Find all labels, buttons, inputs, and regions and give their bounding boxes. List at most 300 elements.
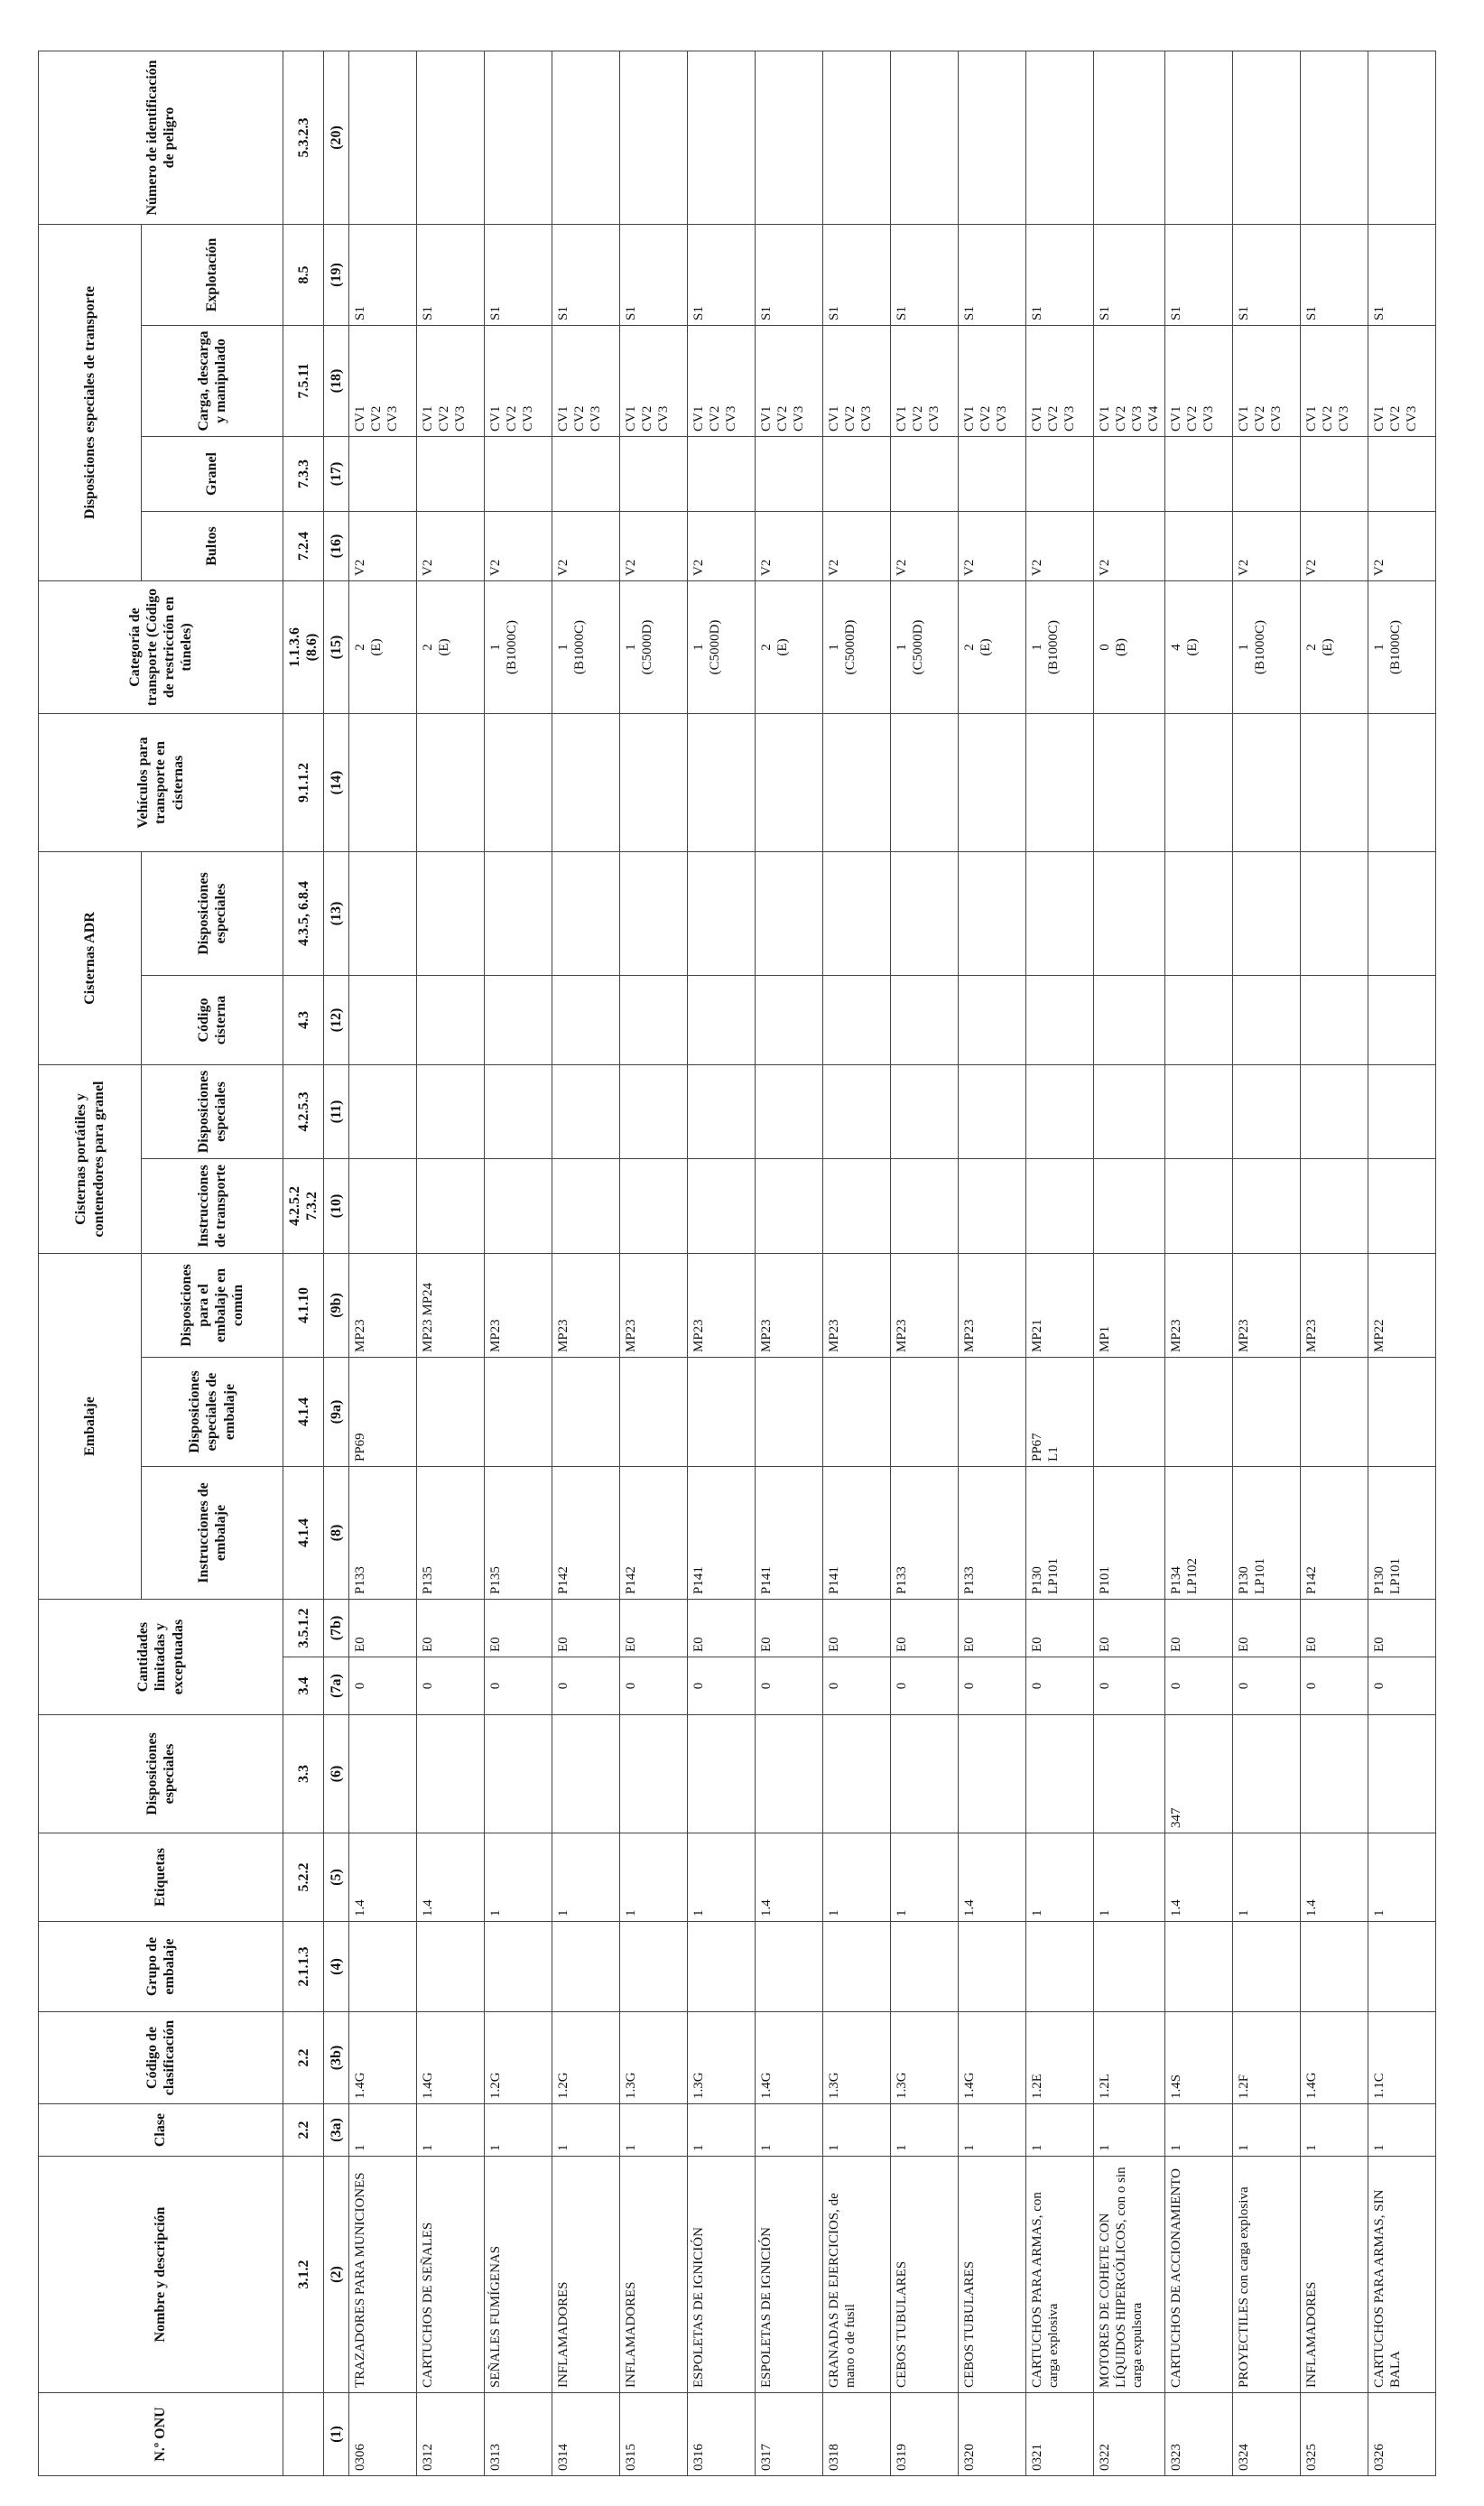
column-number-cell: (7b) xyxy=(324,1600,349,1657)
cell-grupo xyxy=(756,1922,823,2012)
table-row xyxy=(959,51,1026,2475)
cell-granel xyxy=(688,436,756,511)
cell-c7a: 0 xyxy=(1165,1657,1233,1715)
header-codigo-clasificacion: Código de clasificación xyxy=(39,2012,283,2104)
cell-etiq: 1.4 xyxy=(1301,1833,1368,1922)
header-instrucciones-embalaje: Instrucciones de embalaje xyxy=(142,1467,283,1600)
section-ref-cell: 4.2.5.2 7.3.2 xyxy=(283,1159,324,1254)
header-carga: Carga, descarga y manipulado xyxy=(142,325,283,436)
cell-c7b: E0 xyxy=(756,1600,823,1657)
column-number-cell: (11) xyxy=(324,1065,349,1159)
cell-cod: 1.2E xyxy=(1026,2012,1094,2104)
cell-granel xyxy=(959,436,1026,511)
cell-c13 xyxy=(688,851,756,975)
cell-clase: 1 xyxy=(756,2104,823,2157)
cell-name: TRAZADORES PARA MUNICIONES xyxy=(349,2157,417,2393)
cell-c12 xyxy=(620,976,688,1065)
cell-name: CARTUCHOS DE SEÑALES xyxy=(417,2157,485,2393)
cell-c14 xyxy=(959,713,1026,851)
cell-etiq: 1.4 xyxy=(417,1833,485,1922)
cell-c10 xyxy=(959,1159,1026,1254)
cell-np xyxy=(823,51,891,224)
column-number-cell: (4) xyxy=(324,1922,349,2012)
section-ref-cell: 8.5 xyxy=(283,224,324,325)
cell-np xyxy=(1301,51,1368,224)
cell-name: CARTUCHOS PARA ARMAS, con carga explosiva xyxy=(1026,2157,1094,2393)
cell-cat: 1 (C5000D) xyxy=(823,580,891,713)
cell-disp xyxy=(620,1715,688,1833)
cell-c11 xyxy=(1368,1065,1436,1159)
cell-comun: MP23 xyxy=(823,1254,891,1358)
cell-c7a: 0 xyxy=(349,1657,417,1715)
cell-c12 xyxy=(349,976,417,1065)
cell-c14 xyxy=(1368,713,1436,851)
cell-carga: CV1 CV2 CV3 xyxy=(620,325,688,436)
cell-instr: P141 xyxy=(688,1467,756,1600)
cell-un: 0326 xyxy=(1368,2393,1436,2476)
cell-np xyxy=(620,51,688,224)
section-ref-cell: 7.3.3 xyxy=(283,436,324,511)
cell-c14 xyxy=(688,713,756,851)
cell-cod: 1.4G xyxy=(1301,2012,1368,2104)
cell-c11 xyxy=(485,1065,552,1159)
cell-name: CEBOS TUBULARES xyxy=(959,2157,1026,2393)
cell-c11 xyxy=(1233,1065,1301,1159)
cell-c10 xyxy=(756,1159,823,1254)
dangerous-goods-table xyxy=(38,51,1436,2476)
section-ref-cell: 4.2.5.3 xyxy=(283,1065,324,1159)
cell-clase: 1 xyxy=(823,2104,891,2157)
cell-c13 xyxy=(959,851,1026,975)
cell-comun: MP23 xyxy=(688,1254,756,1358)
cell-un: 0321 xyxy=(1026,2393,1094,2476)
cell-disp xyxy=(1026,1715,1094,1833)
cell-dem: PP67 L1 xyxy=(1026,1358,1094,1467)
table-row xyxy=(1301,51,1368,2475)
cell-comun: MP22 xyxy=(1368,1254,1436,1358)
cell-comun: MP23 xyxy=(891,1254,959,1358)
cell-c12 xyxy=(1301,976,1368,1065)
cell-grupo xyxy=(1233,1922,1301,2012)
column-number-cell: (3b) xyxy=(324,2012,349,2104)
section-ref-cell: 9.1.1.2 xyxy=(283,713,324,851)
cell-expl: S1 xyxy=(1094,224,1165,325)
section-ref-cell: 2.2 xyxy=(283,2012,324,2104)
cell-c7b: E0 xyxy=(1368,1600,1436,1657)
cell-bultos: V2 xyxy=(349,511,417,580)
section-ref-cell: 3.5.1.2 xyxy=(283,1600,324,1657)
cell-c14 xyxy=(485,713,552,851)
cell-c11 xyxy=(823,1065,891,1159)
cell-un: 0318 xyxy=(823,2393,891,2476)
cell-c10 xyxy=(620,1159,688,1254)
cell-c14 xyxy=(756,713,823,851)
cell-carga: CV1 CV2 CV3 xyxy=(1165,325,1233,436)
cell-c13 xyxy=(1094,851,1165,975)
cell-c11 xyxy=(1165,1065,1233,1159)
cell-bultos: V2 xyxy=(485,511,552,580)
cell-bultos: V2 xyxy=(1094,511,1165,580)
cell-etiq: 1.4 xyxy=(756,1833,823,1922)
cell-cat: 0 (B) xyxy=(1094,580,1165,713)
cell-cat: 1 (C5000D) xyxy=(891,580,959,713)
section-ref-cell: 4.3.5, 6.8.4 xyxy=(283,851,324,975)
cell-np xyxy=(1233,51,1301,224)
cell-c13 xyxy=(756,851,823,975)
section-ref-cell: 4.1.10 xyxy=(283,1254,324,1358)
cell-bultos: V2 xyxy=(1233,511,1301,580)
cell-c13 xyxy=(823,851,891,975)
cell-cat: 1 (B1000C) xyxy=(485,580,552,713)
header-cisternas-portatiles: Cisternas portátiles y contenedores para granel xyxy=(39,1065,142,1254)
cell-c11 xyxy=(1026,1065,1094,1159)
cell-dem xyxy=(823,1358,891,1467)
cell-granel xyxy=(1301,436,1368,511)
cell-expl: S1 xyxy=(552,224,620,325)
cell-disp xyxy=(823,1715,891,1833)
cell-bultos: V2 xyxy=(620,511,688,580)
cell-grupo xyxy=(1165,1922,1233,2012)
cell-name: CEBOS TUBULARES xyxy=(891,2157,959,2393)
cell-c13 xyxy=(485,851,552,975)
section-ref-cell: 5.3.2.3 xyxy=(283,51,324,224)
cell-un: 0322 xyxy=(1094,2393,1165,2476)
cell-comun: MP23 xyxy=(756,1254,823,1358)
cell-name: CARTUCHOS PARA ARMAS, SIN BALA xyxy=(1368,2157,1436,2393)
cell-clase: 1 xyxy=(1026,2104,1094,2157)
cell-expl: S1 xyxy=(959,224,1026,325)
cell-c12 xyxy=(891,976,959,1065)
cell-cod: 1.4G xyxy=(959,2012,1026,2104)
cell-carga: CV1 CV2 CV3 xyxy=(349,325,417,436)
cell-name: INFLAMADORES xyxy=(552,2157,620,2393)
cell-clase: 1 xyxy=(1301,2104,1368,2157)
cell-bultos: V2 xyxy=(756,511,823,580)
cell-c10 xyxy=(485,1159,552,1254)
cell-carga: CV1 CV2 CV3 CV4 xyxy=(1094,325,1165,436)
cell-cod: 1.2G xyxy=(552,2012,620,2104)
cell-c12 xyxy=(823,976,891,1065)
cell-c12 xyxy=(552,976,620,1065)
cell-bultos: V2 xyxy=(1368,511,1436,580)
cell-clase: 1 xyxy=(1165,2104,1233,2157)
cell-expl: S1 xyxy=(1233,224,1301,325)
cell-comun: MP23 xyxy=(349,1254,417,1358)
cell-cat: 1 (C5000D) xyxy=(620,580,688,713)
cell-expl: S1 xyxy=(485,224,552,325)
cell-c7b: E0 xyxy=(552,1600,620,1657)
cell-instr: P141 xyxy=(823,1467,891,1600)
cell-instr: P134 LP102 xyxy=(1165,1467,1233,1600)
cell-c7b: E0 xyxy=(1165,1600,1233,1657)
cell-un: 0306 xyxy=(349,2393,417,2476)
cell-etiq: 1.4 xyxy=(349,1833,417,1922)
cell-clase: 1 xyxy=(349,2104,417,2157)
cell-clase: 1 xyxy=(959,2104,1026,2157)
cell-disp xyxy=(349,1715,417,1833)
cell-granel xyxy=(1368,436,1436,511)
column-number-cell: (20) xyxy=(324,51,349,224)
cell-granel xyxy=(1165,436,1233,511)
section-ref-cell: 4.3 xyxy=(283,976,324,1065)
cell-comun: MP23 xyxy=(959,1254,1026,1358)
cell-granel xyxy=(620,436,688,511)
cell-np xyxy=(1165,51,1233,224)
cell-etiq: 1 xyxy=(485,1833,552,1922)
cell-c12 xyxy=(1233,976,1301,1065)
cell-carga: CV1 CV2 CV3 xyxy=(1301,325,1368,436)
cell-np xyxy=(1368,51,1436,224)
cell-c14 xyxy=(1026,713,1094,851)
section-ref-cell: 3.4 xyxy=(283,1657,324,1715)
cell-np xyxy=(756,51,823,224)
cell-grupo xyxy=(349,1922,417,2012)
cell-bultos: V2 xyxy=(823,511,891,580)
cell-name: INFLAMADORES xyxy=(1301,2157,1368,2393)
cell-dem xyxy=(1233,1358,1301,1467)
cell-clase: 1 xyxy=(891,2104,959,2157)
cell-cod: 1.4S xyxy=(1165,2012,1233,2104)
cell-c11 xyxy=(688,1065,756,1159)
column-number-cell: (10) xyxy=(324,1159,349,1254)
header-un: N.º ONU xyxy=(39,2393,283,2476)
cell-c13 xyxy=(349,851,417,975)
cell-c14 xyxy=(1165,713,1233,851)
header-codigo-cisterna: Código cisterna xyxy=(142,976,283,1065)
cell-cat: 1 (B1000C) xyxy=(1026,580,1094,713)
cell-dem xyxy=(688,1358,756,1467)
cell-np xyxy=(1094,51,1165,224)
section-reference-row xyxy=(283,51,324,2475)
cell-clase: 1 xyxy=(1233,2104,1301,2157)
column-number-cell: (1) xyxy=(324,2393,349,2476)
cell-cat: 2 (E) xyxy=(349,580,417,713)
cell-cod: 1.4G xyxy=(756,2012,823,2104)
header-embalaje: Embalaje xyxy=(39,1254,142,1600)
cell-dem xyxy=(756,1358,823,1467)
cell-granel xyxy=(1094,436,1165,511)
header-etiquetas: Etiquetas xyxy=(39,1833,283,1922)
table-row xyxy=(620,51,688,2475)
cell-name: MOTORES DE COHETE CON LÍQUIDOS HIPERGÓLICOS, con o sin carga expulsora xyxy=(1094,2157,1165,2393)
cell-c11 xyxy=(1301,1065,1368,1159)
cell-comun: MP23 xyxy=(620,1254,688,1358)
cell-c7b: E0 xyxy=(891,1600,959,1657)
cell-c10 xyxy=(823,1159,891,1254)
cell-instr: P133 xyxy=(891,1467,959,1600)
cell-bultos: V2 xyxy=(891,511,959,580)
cell-disp: 347 xyxy=(1165,1715,1233,1833)
cell-c11 xyxy=(620,1065,688,1159)
header-categoria: Categoría de transporte (Código de restricción en túneles) xyxy=(39,580,283,713)
cell-c7a: 0 xyxy=(417,1657,485,1715)
table-row xyxy=(485,51,552,2475)
cell-c13 xyxy=(1368,851,1436,975)
section-ref-cell: 4.1.4 xyxy=(283,1467,324,1600)
cell-c14 xyxy=(620,713,688,851)
header-clase: Clase xyxy=(39,2104,283,2157)
cell-dem xyxy=(1368,1358,1436,1467)
cell-c14 xyxy=(417,713,485,851)
cell-c10 xyxy=(1233,1159,1301,1254)
cell-expl: S1 xyxy=(620,224,688,325)
cell-np xyxy=(688,51,756,224)
cell-c7b: E0 xyxy=(1094,1600,1165,1657)
cell-instr: P130 LP101 xyxy=(1368,1467,1436,1600)
cell-np xyxy=(552,51,620,224)
cell-c14 xyxy=(552,713,620,851)
cell-granel xyxy=(349,436,417,511)
cell-c7a: 0 xyxy=(1233,1657,1301,1715)
section-ref-cell: 3.1.2 xyxy=(283,2157,324,2393)
cell-c10 xyxy=(1165,1159,1233,1254)
cell-instr: P141 xyxy=(756,1467,823,1600)
cell-grupo xyxy=(1026,1922,1094,2012)
cell-instr: P133 xyxy=(959,1467,1026,1600)
column-number-cell: (9a) xyxy=(324,1358,349,1467)
cell-expl: S1 xyxy=(1165,224,1233,325)
table-row xyxy=(552,51,620,2475)
cell-disp xyxy=(1368,1715,1436,1833)
column-number-cell: (5) xyxy=(324,1833,349,1922)
cell-granel xyxy=(417,436,485,511)
column-number-cell: (9b) xyxy=(324,1254,349,1358)
cell-cod: 1.4G xyxy=(417,2012,485,2104)
cell-name: GRANADAS DE EJERCICIOS, de mano o de fusil xyxy=(823,2157,891,2393)
cell-carga: CV1 CV2 CV3 xyxy=(417,325,485,436)
cell-dem xyxy=(1165,1358,1233,1467)
cell-cod: 1.2G xyxy=(485,2012,552,2104)
cell-comun: MP1 xyxy=(1094,1254,1165,1358)
cell-c7a: 0 xyxy=(823,1657,891,1715)
cell-c10 xyxy=(688,1159,756,1254)
cell-c14 xyxy=(349,713,417,851)
cell-disp xyxy=(485,1715,552,1833)
cell-carga: CV1 CV2 CV3 xyxy=(485,325,552,436)
column-number-row xyxy=(324,51,349,2475)
column-number-cell: (17) xyxy=(324,436,349,511)
cell-un: 0313 xyxy=(485,2393,552,2476)
cell-disp xyxy=(688,1715,756,1833)
cell-c10 xyxy=(891,1159,959,1254)
cell-c7a: 0 xyxy=(891,1657,959,1715)
table-row xyxy=(823,51,891,2475)
cell-disp xyxy=(959,1715,1026,1833)
cell-cat: 2 (E) xyxy=(756,580,823,713)
cell-etiq: 1.4 xyxy=(959,1833,1026,1922)
cell-instr: P130 LP101 xyxy=(1026,1467,1094,1600)
cell-granel xyxy=(1026,436,1094,511)
cell-instr: P101 xyxy=(1094,1467,1165,1600)
cell-np xyxy=(959,51,1026,224)
cell-name: ESPOLETAS DE IGNICIÓN xyxy=(688,2157,756,2393)
cell-expl: S1 xyxy=(756,224,823,325)
cell-etiq: 1 xyxy=(891,1833,959,1922)
cell-c7a: 0 xyxy=(756,1657,823,1715)
header-explotacion: Explotación xyxy=(142,224,283,325)
cell-np xyxy=(485,51,552,224)
cell-c11 xyxy=(959,1065,1026,1159)
header-cisternas-adr: Cisternas ADR xyxy=(39,851,142,1064)
cell-c10 xyxy=(1026,1159,1094,1254)
cell-c13 xyxy=(1165,851,1233,975)
cell-bultos: V2 xyxy=(688,511,756,580)
section-ref-cell: 7.2.4 xyxy=(283,511,324,580)
cell-c7b: E0 xyxy=(1233,1600,1301,1657)
cell-dem xyxy=(552,1358,620,1467)
column-number-cell: (6) xyxy=(324,1715,349,1833)
cell-carga: CV1 CV2 CV3 xyxy=(1368,325,1436,436)
cell-cat: 2 (E) xyxy=(959,580,1026,713)
cell-c7a: 0 xyxy=(1301,1657,1368,1715)
cell-expl: S1 xyxy=(417,224,485,325)
cell-c7a: 0 xyxy=(959,1657,1026,1715)
cell-grupo xyxy=(688,1922,756,2012)
cell-c10 xyxy=(1368,1159,1436,1254)
cell-clase: 1 xyxy=(1094,2104,1165,2157)
column-number-cell: (2) xyxy=(324,2157,349,2393)
cell-carga: CV1 CV2 CV3 xyxy=(891,325,959,436)
cell-un: 0325 xyxy=(1301,2393,1368,2476)
cell-c7a: 0 xyxy=(1094,1657,1165,1715)
column-number-cell: (15) xyxy=(324,580,349,713)
header-disposiciones-especiales: Disposiciones especiales xyxy=(39,1715,283,1833)
cell-grupo xyxy=(620,1922,688,2012)
cell-disp xyxy=(891,1715,959,1833)
cell-un: 0314 xyxy=(552,2393,620,2476)
cell-etiq: 1 xyxy=(552,1833,620,1922)
cell-c11 xyxy=(756,1065,823,1159)
cell-instr: P135 xyxy=(485,1467,552,1600)
header-embalaje-comun: Disposiciones para el embalaje en común xyxy=(142,1254,283,1358)
cell-name: ESPOLETAS DE IGNICIÓN xyxy=(756,2157,823,2393)
cell-grupo xyxy=(1094,1922,1165,2012)
cell-c10 xyxy=(417,1159,485,1254)
cell-instr: P142 xyxy=(620,1467,688,1600)
cell-disp xyxy=(417,1715,485,1833)
cell-expl: S1 xyxy=(1026,224,1094,325)
cell-disp xyxy=(1301,1715,1368,1833)
cell-grupo xyxy=(891,1922,959,2012)
cell-granel xyxy=(756,436,823,511)
table-row xyxy=(349,51,417,2475)
table-row xyxy=(417,51,485,2475)
cell-c11 xyxy=(552,1065,620,1159)
cell-carga: CV1 CV2 CV3 xyxy=(959,325,1026,436)
cell-cod: 1.1C xyxy=(1368,2012,1436,2104)
cell-c12 xyxy=(959,976,1026,1065)
cell-bultos: V2 xyxy=(417,511,485,580)
cell-cod: 1.2L xyxy=(1094,2012,1165,2104)
cell-granel xyxy=(891,436,959,511)
cell-grupo xyxy=(1368,1922,1436,2012)
cell-bultos: V2 xyxy=(959,511,1026,580)
table-row xyxy=(891,51,959,2475)
cell-un: 0324 xyxy=(1233,2393,1301,2476)
header-disp-especiales-adr: Disposiciones especiales xyxy=(142,851,283,975)
section-ref-cell: 2.2 xyxy=(283,2104,324,2157)
cell-name: CARTUCHOS DE ACCIONAMIENTO xyxy=(1165,2157,1233,2393)
cell-comun: MP23 xyxy=(552,1254,620,1358)
cell-disp xyxy=(552,1715,620,1833)
cell-expl: S1 xyxy=(823,224,891,325)
table-row xyxy=(1094,51,1165,2475)
section-ref-cell: 4.1.4 xyxy=(283,1358,324,1467)
cell-np xyxy=(417,51,485,224)
cell-cat: 1 (B1000C) xyxy=(1368,580,1436,713)
cell-c7b: E0 xyxy=(417,1600,485,1657)
table-row xyxy=(1233,51,1301,2475)
